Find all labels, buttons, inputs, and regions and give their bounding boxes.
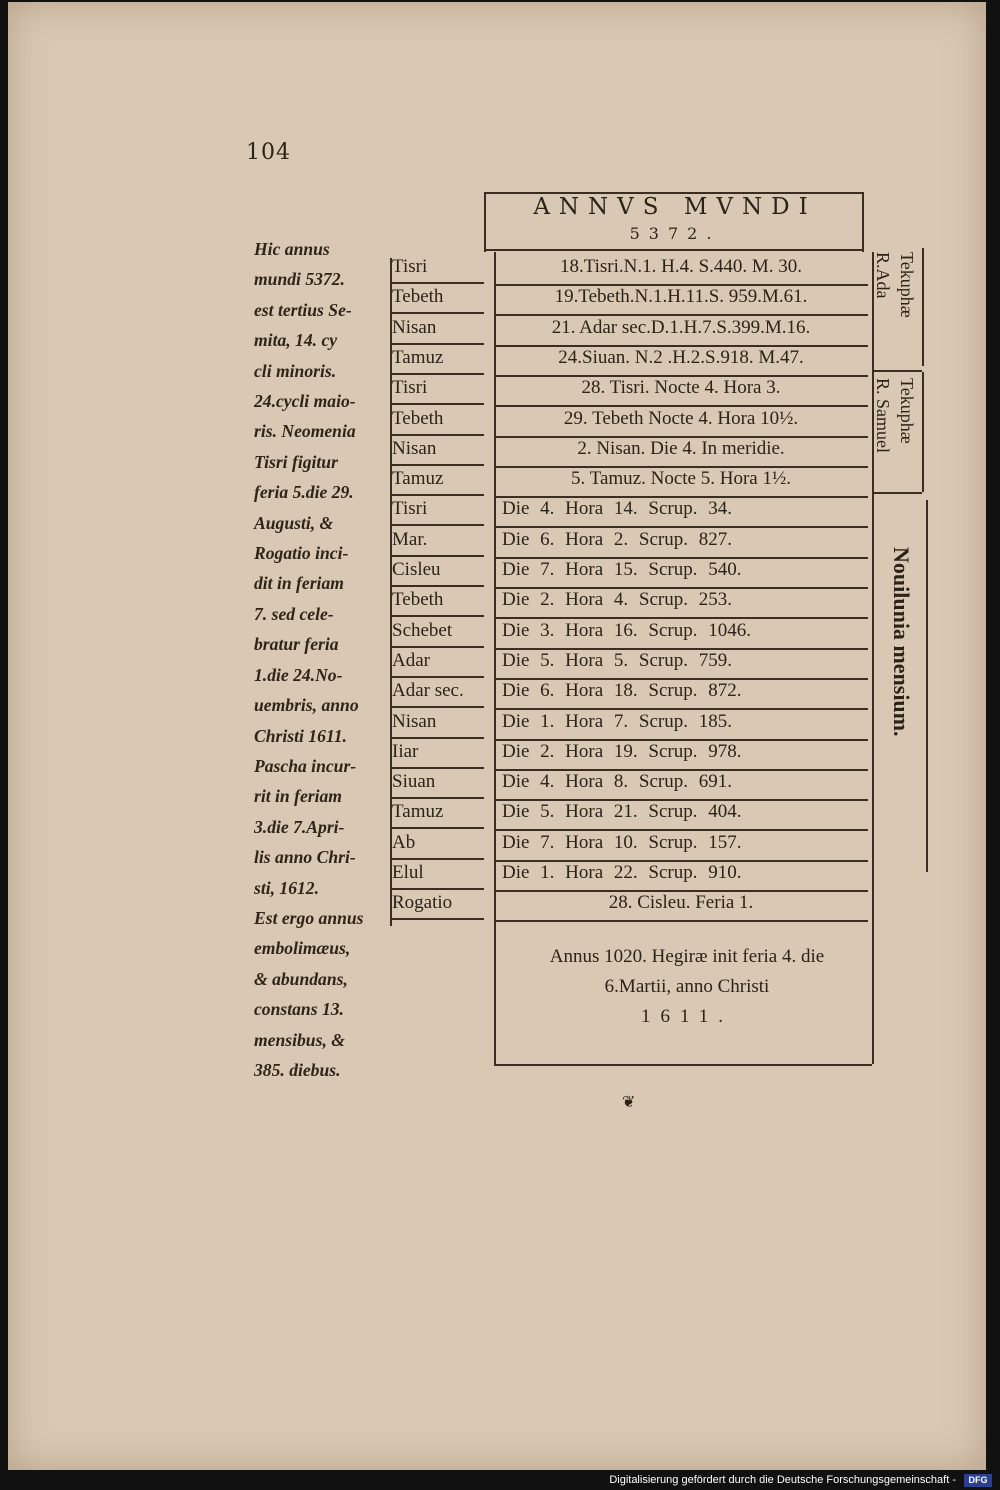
month-rule	[392, 888, 484, 890]
month-rule	[392, 403, 484, 405]
margin-note-line: dit in feriam	[254, 573, 344, 594]
margin-note-line: feria 5.die 29.	[254, 482, 354, 503]
month-cell: Cisleu	[392, 559, 441, 580]
table-left-rule	[494, 252, 496, 1064]
month-cell: Siuan	[392, 771, 436, 793]
side-label-nouilunia: Nouilunia mensium.	[889, 547, 914, 737]
month-cell: Iiar	[392, 740, 419, 762]
month-rule	[392, 585, 484, 587]
margin-note-line: rit in feriam	[254, 786, 342, 807]
ornament-icon: ❦	[622, 1092, 636, 1111]
month-rule	[392, 646, 484, 648]
month-cell: Tamuz	[392, 801, 444, 823]
side-rule-3	[926, 500, 928, 872]
margin-note-line: Christi 1611.	[254, 725, 347, 746]
month-cell: Tebeth	[392, 589, 444, 611]
margin-note-line: & abundans,	[254, 968, 348, 989]
margin-note-line: 7. sed cele-	[254, 603, 334, 624]
month-cell: Rogatio	[392, 892, 453, 914]
month-rule	[392, 918, 484, 920]
row-rule	[494, 920, 868, 922]
month-rule	[392, 494, 484, 496]
month-rule	[392, 282, 484, 284]
margin-note-line: 385. diebus.	[254, 1059, 341, 1080]
hegira-note	[502, 942, 872, 1032]
margin-note-line: mita, 14. cy	[254, 330, 338, 351]
margin-note	[254, 234, 394, 1085]
month-rule	[392, 767, 484, 769]
margin-note-line: sti, 1612.	[254, 877, 320, 898]
table-right-rule	[872, 252, 874, 1064]
month-cell: Adar	[392, 649, 430, 671]
margin-note-line: mundi 5372.	[254, 269, 345, 290]
month-rule	[392, 797, 484, 799]
table-title-right-rule	[862, 192, 864, 252]
side-rule-2	[922, 372, 924, 492]
month-rule	[392, 676, 484, 678]
side-divider-2	[874, 492, 922, 494]
month-cell: Nisan	[392, 437, 437, 459]
table-row: Die 5. Hora 21. Scrup. 404.	[502, 801, 742, 823]
footer-credit: Digitalisierung gefördert durch die Deutsche Forschungsgemeinschaft -	[609, 1474, 956, 1486]
month-rule	[392, 343, 484, 345]
table-title-left-rule	[484, 192, 486, 252]
table-row: 18.Tisri.N.1. H.4. S.440. M. 30.	[559, 256, 803, 277]
month-rule	[392, 373, 484, 375]
margin-note-line: Pascha incur-	[254, 755, 357, 776]
side-label-tekuphae-2: Tekuphæ	[897, 378, 917, 444]
table-row: 21. Adar sec.D.1.H.7.S.399.M.16.	[551, 316, 811, 338]
table-row: Die 2. Hora 19. Scrup. 978.	[502, 740, 742, 762]
month-rule	[392, 737, 484, 739]
margin-note-line: embolimæus,	[254, 938, 351, 959]
margin-note-line: Tisri figitur	[254, 451, 338, 472]
table-row: Die 6. Hora 18. Scrup. 872.	[502, 680, 742, 702]
month-cell: Nisan	[392, 316, 437, 338]
margin-note-line: uembris, anno	[254, 695, 359, 716]
side-rule-1	[922, 248, 924, 366]
hegira-year: 1611.	[640, 1006, 734, 1027]
month-cell: Tamuz	[392, 346, 444, 368]
table-row: 28. Tisri. Nocte 4. Hora 3.	[581, 377, 781, 399]
month-cell: Elul	[392, 862, 424, 883]
month-rule	[392, 464, 484, 466]
month-column-rule	[390, 258, 392, 926]
margin-note-line: Rogatio inci-	[254, 543, 349, 564]
side-label-r-ada: R.Ada	[873, 252, 893, 299]
book-page	[8, 2, 986, 1470]
table-bottom-rule	[494, 1064, 872, 1066]
table-title: ANNVS MVNDI	[533, 194, 817, 220]
month-cell: Tebeth	[392, 407, 444, 429]
margin-note-line: 3.die 7.Apri-	[254, 816, 345, 837]
month-rule	[392, 434, 484, 436]
margin-note-line: Hic annus	[254, 239, 330, 259]
side-divider	[874, 370, 922, 372]
month-cell: Tisri	[392, 498, 428, 520]
month-rule	[392, 827, 484, 829]
month-cell: Tisri	[392, 377, 428, 399]
month-cell: Schebet	[392, 619, 453, 641]
dfg-logo: DFG	[964, 1474, 992, 1487]
table-row: Die 2. Hora 4. Scrup. 253.	[502, 589, 732, 611]
margin-note-line: bratur feria	[254, 634, 339, 655]
margin-note-line: lis anno Chri-	[254, 847, 356, 868]
margin-note-line: ris. Neomenia	[254, 421, 356, 442]
month-cell: Tebeth	[392, 286, 444, 308]
margin-note-line: est tertius Se-	[254, 299, 352, 320]
title-bottom-rule	[484, 249, 862, 251]
margin-note-line: mensibus, &	[254, 1029, 345, 1050]
table-row: Die 1. Hora 22. Scrup. 910.	[502, 862, 742, 883]
table-row: Die 7. Hora 15. Scrup. 540.	[502, 559, 742, 580]
margin-note-line: cli minoris.	[254, 360, 337, 381]
month-cell: Tamuz	[392, 468, 444, 490]
table-row: Die 3. Hora 16. Scrup. 1046.	[502, 619, 751, 641]
hegira-line-1: Annus 1020. Hegiræ init feria 4. die	[549, 946, 825, 967]
page-number: 104	[246, 140, 291, 165]
side-label-r-samuel: R. Samuel	[873, 378, 893, 453]
month-cell: Nisan	[392, 710, 437, 732]
table-row: 2. Nisan. Die 4. In meridie.	[577, 437, 785, 459]
footer-bar	[0, 1472, 1000, 1490]
table-row: Die 4. Hora 14. Scrup. 34.	[502, 498, 732, 520]
table-row: 5. Tamuz. Nocte 5. Hora 1½.	[571, 468, 791, 490]
month-rule	[392, 524, 484, 526]
margin-note-line: 24.cycli maio-	[254, 391, 356, 412]
month-rule	[392, 615, 484, 617]
table-row: 19.Tebeth.N.1.H.11.S. 959.M.61.	[554, 286, 808, 308]
month-cell: Mar.	[392, 528, 428, 550]
hegira-line-2: 6.Martii, anno Christi	[604, 976, 770, 997]
month-cell: Adar sec.	[392, 680, 464, 702]
margin-note-line: constans 13.	[254, 999, 344, 1020]
month-rule	[392, 312, 484, 314]
table-row: Die 6. Hora 2. Scrup. 827.	[502, 528, 732, 550]
table-row: 29. Tebeth Nocte 4. Hora 10½.	[563, 407, 799, 429]
table-row: Die 4. Hora 8. Scrup. 691.	[502, 771, 732, 793]
margin-note-line: Est ergo annus	[254, 907, 364, 928]
table-row: Die 5. Hora 5. Scrup. 759.	[502, 649, 732, 671]
month-rule	[392, 858, 484, 860]
month-cell: Ab	[392, 831, 416, 853]
table-row: Die 7. Hora 10. Scrup. 157.	[502, 831, 742, 853]
table-row: 24.Siuan. N.2 .H.2.S.918. M.47.	[558, 346, 804, 368]
table-row: 28. Cisleu. Feria 1.	[608, 892, 754, 914]
table-year: 5372.	[629, 224, 721, 243]
margin-note-line: Augusti, &	[254, 512, 334, 533]
side-label-tekuphae-1: Tekuphæ	[897, 252, 917, 318]
month-cell: Tisri	[392, 256, 428, 277]
table-row: Die 1. Hora 7. Scrup. 185.	[502, 710, 732, 732]
margin-note-line: 1.die 24.No-	[254, 664, 343, 685]
month-rule	[392, 706, 484, 708]
month-rule	[392, 555, 484, 557]
